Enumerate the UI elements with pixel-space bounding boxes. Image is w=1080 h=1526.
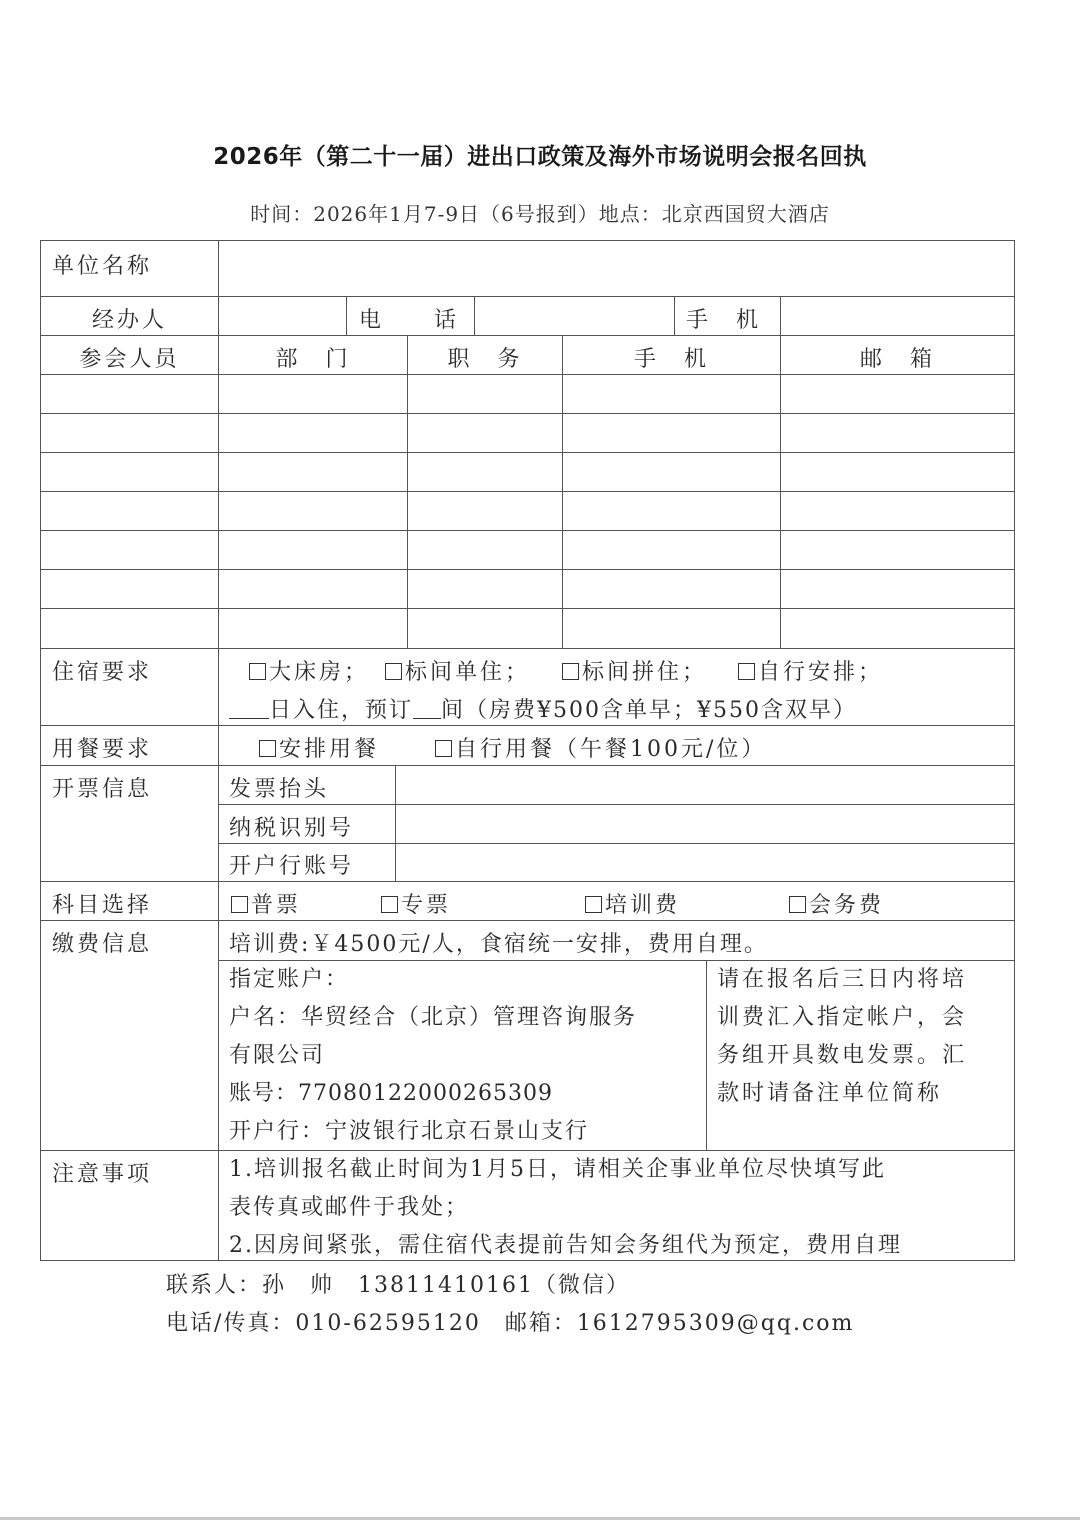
unit-name-label-cell bbox=[40, 240, 219, 297]
department-label: 部 门 bbox=[275, 347, 351, 372]
note-line: 训费汇入指定帐户，会 bbox=[717, 1005, 968, 1030]
attendee-department-input[interactable] bbox=[218, 608, 408, 649]
payment-note-cell bbox=[706, 960, 1015, 1151]
subject-option-training-fee[interactable]: 培训费 bbox=[585, 888, 680, 919]
attendee-mobile-input[interactable] bbox=[562, 569, 781, 609]
lodging-label-cell bbox=[40, 648, 219, 726]
lodging-option-twin-shared[interactable]: 标间拼住； bbox=[562, 655, 707, 686]
attendee-email-input[interactable] bbox=[780, 452, 1015, 492]
attendee-department-input[interactable] bbox=[218, 452, 408, 492]
account-line: 账号：77080122000265309 bbox=[229, 1081, 553, 1106]
invoice-label-cell bbox=[40, 765, 219, 882]
attendee-name-input[interactable] bbox=[40, 530, 219, 570]
subject-label-cell bbox=[40, 881, 219, 921]
bank-account-label: 开户行账号 bbox=[229, 854, 355, 879]
lodging-checkin-line: 日入住，预订 间（房费¥500含单早；¥550含双早） bbox=[229, 693, 857, 724]
checkbox-icon[interactable] bbox=[789, 896, 806, 913]
account-line: 指定账户： bbox=[229, 967, 350, 992]
attendee-email-input[interactable] bbox=[780, 569, 1015, 609]
attendee-department-input[interactable] bbox=[218, 491, 408, 531]
mobile-label-cell bbox=[674, 296, 781, 336]
attendee-mobile-input[interactable] bbox=[562, 452, 781, 492]
payment-note bbox=[717, 961, 967, 1113]
attendee-position-input[interactable] bbox=[407, 491, 563, 531]
handler-label: 经办人 bbox=[91, 308, 167, 333]
meal-option-arranged[interactable]: 安排用餐 bbox=[259, 732, 379, 763]
invoice-label: 开票信息 bbox=[52, 777, 153, 802]
lodging-options-cell bbox=[218, 648, 1015, 726]
note-item: 1.培训报名截止时间为1月5日，请相关企事业单位尽快填写此 bbox=[229, 1157, 886, 1182]
bank-account-label-cell bbox=[218, 843, 396, 882]
phone-label-cell bbox=[346, 296, 475, 336]
attendee-name-input[interactable] bbox=[40, 491, 219, 531]
payment-fee-text: 培训费:￥4500元/人，食宿统一安排，费用自理。 bbox=[229, 932, 768, 957]
mobile-input[interactable] bbox=[780, 296, 1015, 336]
department-header-cell bbox=[218, 335, 408, 375]
account-line: 户名：华贸经合（北京）管理咨询服务 bbox=[229, 1005, 638, 1030]
attendee-position-input[interactable] bbox=[407, 530, 563, 570]
attendee-email-input[interactable] bbox=[780, 608, 1015, 649]
payment-label: 缴费信息 bbox=[52, 932, 153, 957]
page-title: 2026年（第二十一届）进出口政策及海外市场说明会报名回执 bbox=[213, 144, 867, 170]
payment-account-cell bbox=[218, 960, 707, 1151]
page-bottom-rule bbox=[0, 1517, 1080, 1520]
notes-label-cell bbox=[40, 1150, 219, 1261]
room-count-blank[interactable] bbox=[413, 698, 441, 719]
attendee-position-input[interactable] bbox=[407, 608, 563, 649]
account-line: 有限公司 bbox=[229, 1043, 326, 1068]
note-line: 款时请备注单位简称 bbox=[717, 1081, 943, 1106]
attendee-mobile-label: 手 机 bbox=[633, 347, 709, 372]
handler-input[interactable] bbox=[218, 296, 347, 336]
attendee-department-input[interactable] bbox=[218, 413, 408, 453]
attendee-position-input[interactable] bbox=[407, 374, 563, 414]
attendee-email-input[interactable] bbox=[780, 413, 1015, 453]
meal-option-self[interactable]: 自行用餐（午餐100元/位） bbox=[435, 732, 766, 763]
position-label: 职 务 bbox=[447, 347, 523, 372]
attendee-name-input[interactable] bbox=[40, 413, 219, 453]
note-line: 请在报名后三日内将培 bbox=[717, 967, 968, 992]
attendee-name-input[interactable] bbox=[40, 452, 219, 492]
attendee-position-input[interactable] bbox=[407, 569, 563, 609]
invoice-title-input[interactable] bbox=[395, 765, 1015, 805]
subject-option-special-invoice[interactable]: 专票 bbox=[381, 888, 451, 919]
phone-input[interactable] bbox=[474, 296, 675, 336]
checkbox-icon[interactable] bbox=[385, 663, 402, 680]
checkbox-icon[interactable] bbox=[231, 896, 248, 913]
attendee-position-input[interactable] bbox=[407, 452, 563, 492]
footer-phone-email: 电话/传真：010-62595120 邮箱：1612795309@qq.com bbox=[166, 1311, 855, 1336]
footer-contact: 联系人：孙 帅 13811410161（微信） bbox=[166, 1273, 630, 1298]
attendee-mobile-input[interactable] bbox=[562, 530, 781, 570]
lodging-option-self-arrange[interactable]: 自行安排； bbox=[738, 655, 883, 686]
lodging-option-twin-single[interactable]: 标间单住； bbox=[385, 655, 530, 686]
attendee-mobile-input[interactable] bbox=[562, 413, 781, 453]
unit-name-input[interactable] bbox=[218, 240, 1015, 297]
attendee-mobile-input[interactable] bbox=[562, 374, 781, 414]
meal-label: 用餐要求 bbox=[52, 737, 153, 762]
subject-option-normal-invoice[interactable]: 普票 bbox=[231, 888, 301, 919]
notes-content bbox=[229, 1151, 902, 1265]
payment-account-details bbox=[229, 961, 637, 1151]
subject-option-conference-fee[interactable]: 会务费 bbox=[789, 888, 884, 919]
checkbox-icon[interactable] bbox=[249, 663, 266, 680]
attendee-mobile-input[interactable] bbox=[562, 608, 781, 649]
invoice-title-label-cell bbox=[218, 765, 396, 805]
attendee-name-input[interactable] bbox=[40, 374, 219, 414]
phone-label: 电 话 bbox=[359, 308, 460, 333]
attendee-mobile-header-cell bbox=[562, 335, 781, 375]
notes-content-cell bbox=[218, 1150, 1015, 1261]
subject-label: 科目选择 bbox=[52, 893, 153, 918]
tax-id-label: 纳税识别号 bbox=[229, 816, 355, 841]
event-time-location: 时间：2026年1月7-9日（6号报到）地点：北京西国贸大酒店 bbox=[250, 202, 830, 226]
subject-options-cell bbox=[218, 881, 1015, 921]
attendee-name-input[interactable] bbox=[40, 608, 219, 649]
checkbox-icon[interactable] bbox=[259, 740, 276, 757]
attendee-email-input[interactable] bbox=[780, 491, 1015, 531]
email-label: 邮 箱 bbox=[859, 347, 935, 372]
checkbox-icon[interactable] bbox=[381, 896, 398, 913]
tax-id-input[interactable] bbox=[395, 804, 1015, 844]
attendees-label: 参会人员 bbox=[79, 347, 180, 372]
checkbox-icon[interactable] bbox=[562, 663, 579, 680]
meal-label-cell bbox=[40, 725, 219, 766]
email-header-cell bbox=[780, 335, 1015, 375]
meal-options-cell bbox=[218, 725, 1015, 766]
attendee-department-input[interactable] bbox=[218, 374, 408, 414]
attendee-name-input[interactable] bbox=[40, 569, 219, 609]
payment-fee-cell bbox=[218, 920, 1015, 961]
checkbox-icon[interactable] bbox=[435, 740, 452, 757]
checkin-day-blank[interactable] bbox=[229, 698, 269, 719]
checkbox-icon[interactable] bbox=[738, 663, 755, 680]
handler-label-cell bbox=[40, 296, 219, 336]
payment-label-cell bbox=[40, 920, 219, 1151]
note-line: 务组开具数电发票。汇 bbox=[717, 1043, 968, 1068]
position-header-cell bbox=[407, 335, 563, 375]
mobile-label: 手 机 bbox=[686, 308, 762, 333]
attendees-header-cell bbox=[40, 335, 219, 375]
attendee-mobile-input[interactable] bbox=[562, 491, 781, 531]
attendee-email-input[interactable] bbox=[780, 530, 1015, 570]
notes-label: 注意事项 bbox=[52, 1162, 153, 1187]
attendee-position-input[interactable] bbox=[407, 413, 563, 453]
lodging-label: 住宿要求 bbox=[52, 660, 153, 685]
account-line: 开户行：宁波银行北京石景山支行 bbox=[229, 1119, 590, 1144]
note-item: 表传真或邮件于我处； bbox=[229, 1195, 470, 1220]
tax-id-label-cell bbox=[218, 804, 396, 844]
bank-account-input[interactable] bbox=[395, 843, 1015, 882]
attendee-email-input[interactable] bbox=[780, 374, 1015, 414]
invoice-title-label: 发票抬头 bbox=[229, 777, 330, 802]
checkbox-icon[interactable] bbox=[585, 896, 602, 913]
note-item: 2.因房间紧张，需住宿代表提前告知会务组代为预定，费用自理 bbox=[229, 1233, 902, 1258]
attendee-department-input[interactable] bbox=[218, 530, 408, 570]
lodging-option-king[interactable]: 大床房； bbox=[249, 655, 369, 686]
unit-name-label: 单位名称 bbox=[52, 254, 153, 279]
attendee-department-input[interactable] bbox=[218, 569, 408, 609]
